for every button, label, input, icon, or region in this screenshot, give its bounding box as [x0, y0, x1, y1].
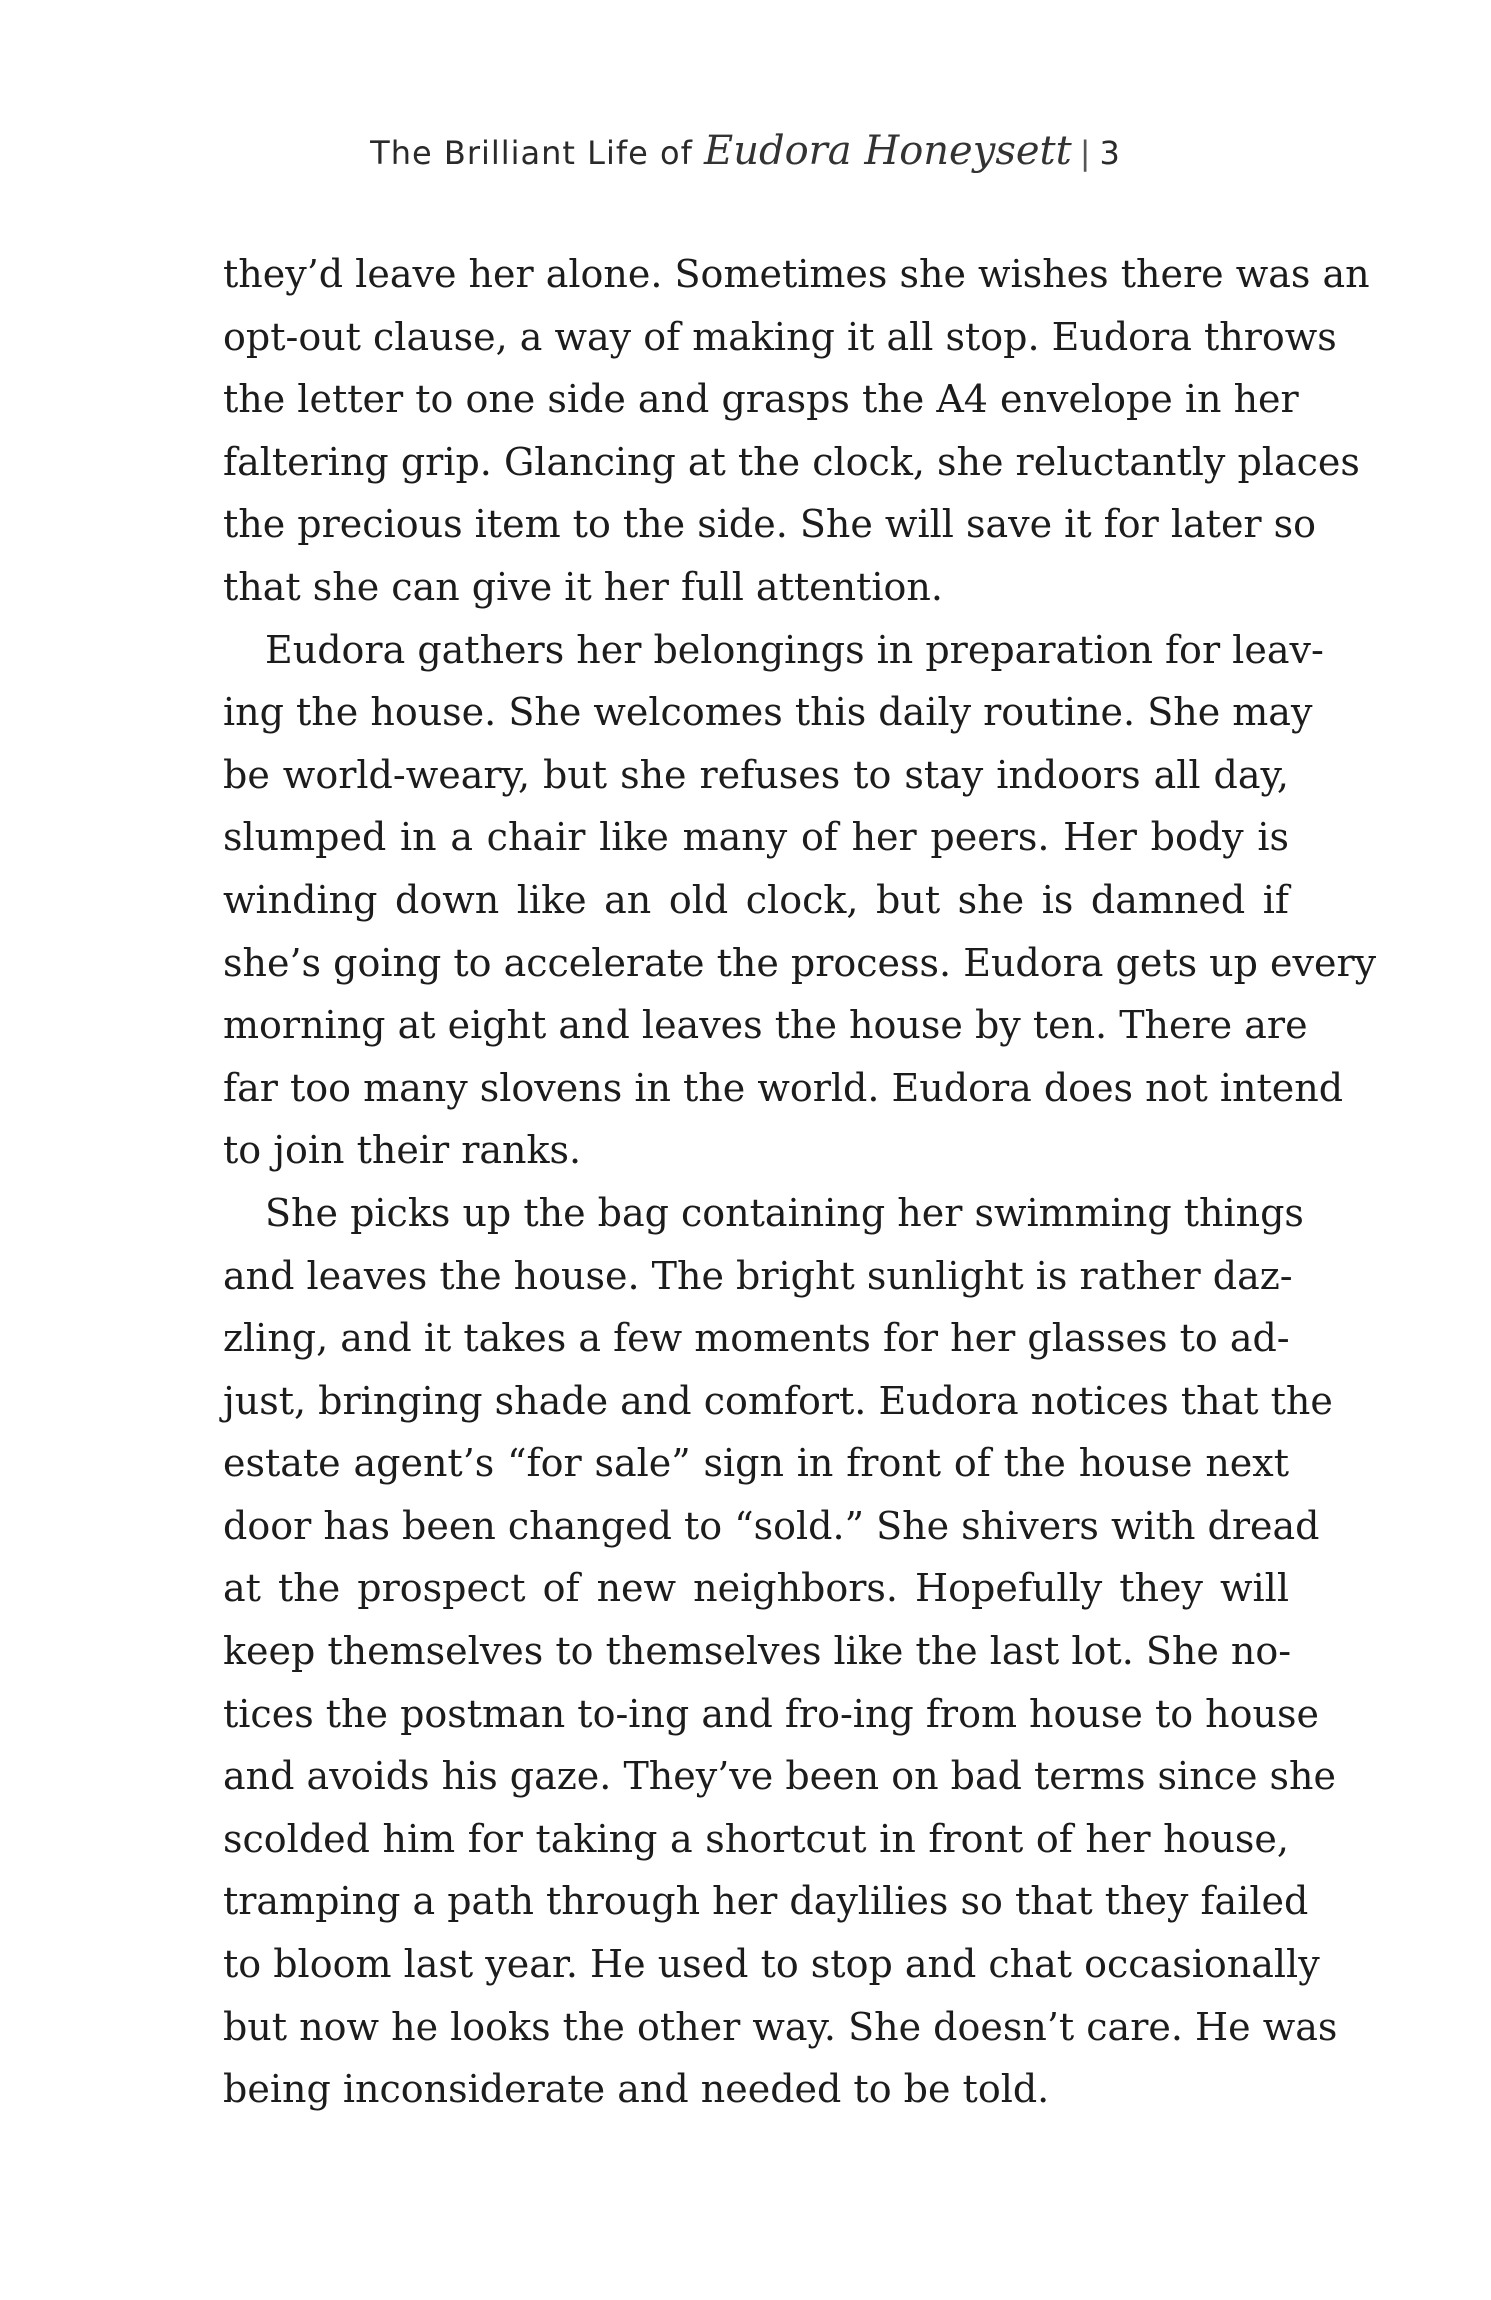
text-line: but now he looks the other way. She doesn’t care. He was — [223, 2004, 1338, 2049]
paragraph — [223, 1182, 1338, 2121]
text-line: the precious item to the side. She will save it for later so — [223, 502, 1317, 547]
text-line: at the prospect of new neighbors. Hopefully they will — [223, 1566, 1289, 1611]
text-line: far too many slovens in the world. Eudora does not intend — [223, 1065, 1344, 1110]
text-line: and leaves the house. The bright sunlight is rather daz- — [223, 1253, 1293, 1298]
text-line: keep themselves to themselves like the last lot. She no- — [223, 1629, 1292, 1674]
text-line: to bloom last year. He used to stop and chat occasionally — [223, 1942, 1320, 1987]
text-line: the letter to one side and grasps the A4 envelope in her — [223, 377, 1299, 422]
text-line: door has been changed to “sold.” She shivers with dread — [223, 1503, 1320, 1548]
running-head-title: The Brilliant Life of — [370, 134, 693, 172]
running-head-separator: | — [1079, 134, 1092, 172]
text-line: estate agent’s “for sale” sign in front of the house next — [223, 1441, 1289, 1486]
text-line: be world-weary, but she refuses to stay indoors all day, — [223, 752, 1289, 797]
paragraph — [223, 243, 1370, 619]
paragraph — [223, 619, 1377, 1182]
body-text — [223, 243, 1377, 2121]
text-line: that she can give it her full attention. — [223, 564, 943, 609]
page-number: 3 — [1099, 134, 1121, 172]
text-line: tices the postman to-ing and fro-ing from house to house — [223, 1691, 1319, 1736]
text-line: zling, and it takes a few moments for her glasses to ad- — [223, 1316, 1290, 1361]
text-line: She picks up the bag containing her swimming things — [265, 1190, 1304, 1235]
text-line: to join their ranks. — [223, 1128, 582, 1173]
text-line: just, bringing shade and comfort. Eudora notices that the — [223, 1378, 1333, 1423]
text-line: scolded him for taking a shortcut in front of her house, — [223, 1816, 1289, 1861]
text-line: winding down like an old clock, but she is damned if — [223, 877, 1289, 922]
text-line: being inconsiderate and needed to be told. — [223, 2067, 1050, 2112]
text-line: opt-out clause, a way of making it all stop. Eudora throws — [223, 314, 1337, 359]
text-line: morning at eight and leaves the house by ten. There are — [223, 1003, 1308, 1048]
running-head-script-name: Eudora Honeysett — [704, 128, 1072, 174]
text-line: and avoids his gaze. They’ve been on bad terms since she — [223, 1754, 1336, 1799]
text-line: she’s going to accelerate the process. Eudora gets up every — [223, 940, 1377, 985]
text-line: they’d leave her alone. Sometimes she wishes there was an — [223, 252, 1370, 296]
running-head — [0, 128, 1491, 174]
text-line: slumped in a chair like many of her peers. Her body is — [223, 815, 1289, 860]
text-line: ing the house. She welcomes this daily routine. She may — [223, 690, 1313, 735]
text-line: tramping a path through her daylilies so that they failed — [223, 1879, 1309, 1924]
text-line: Eudora gathers her belongings in preparation for leav- — [265, 627, 1324, 672]
text-line: faltering grip. Glancing at the clock, she reluctantly places — [223, 439, 1360, 484]
